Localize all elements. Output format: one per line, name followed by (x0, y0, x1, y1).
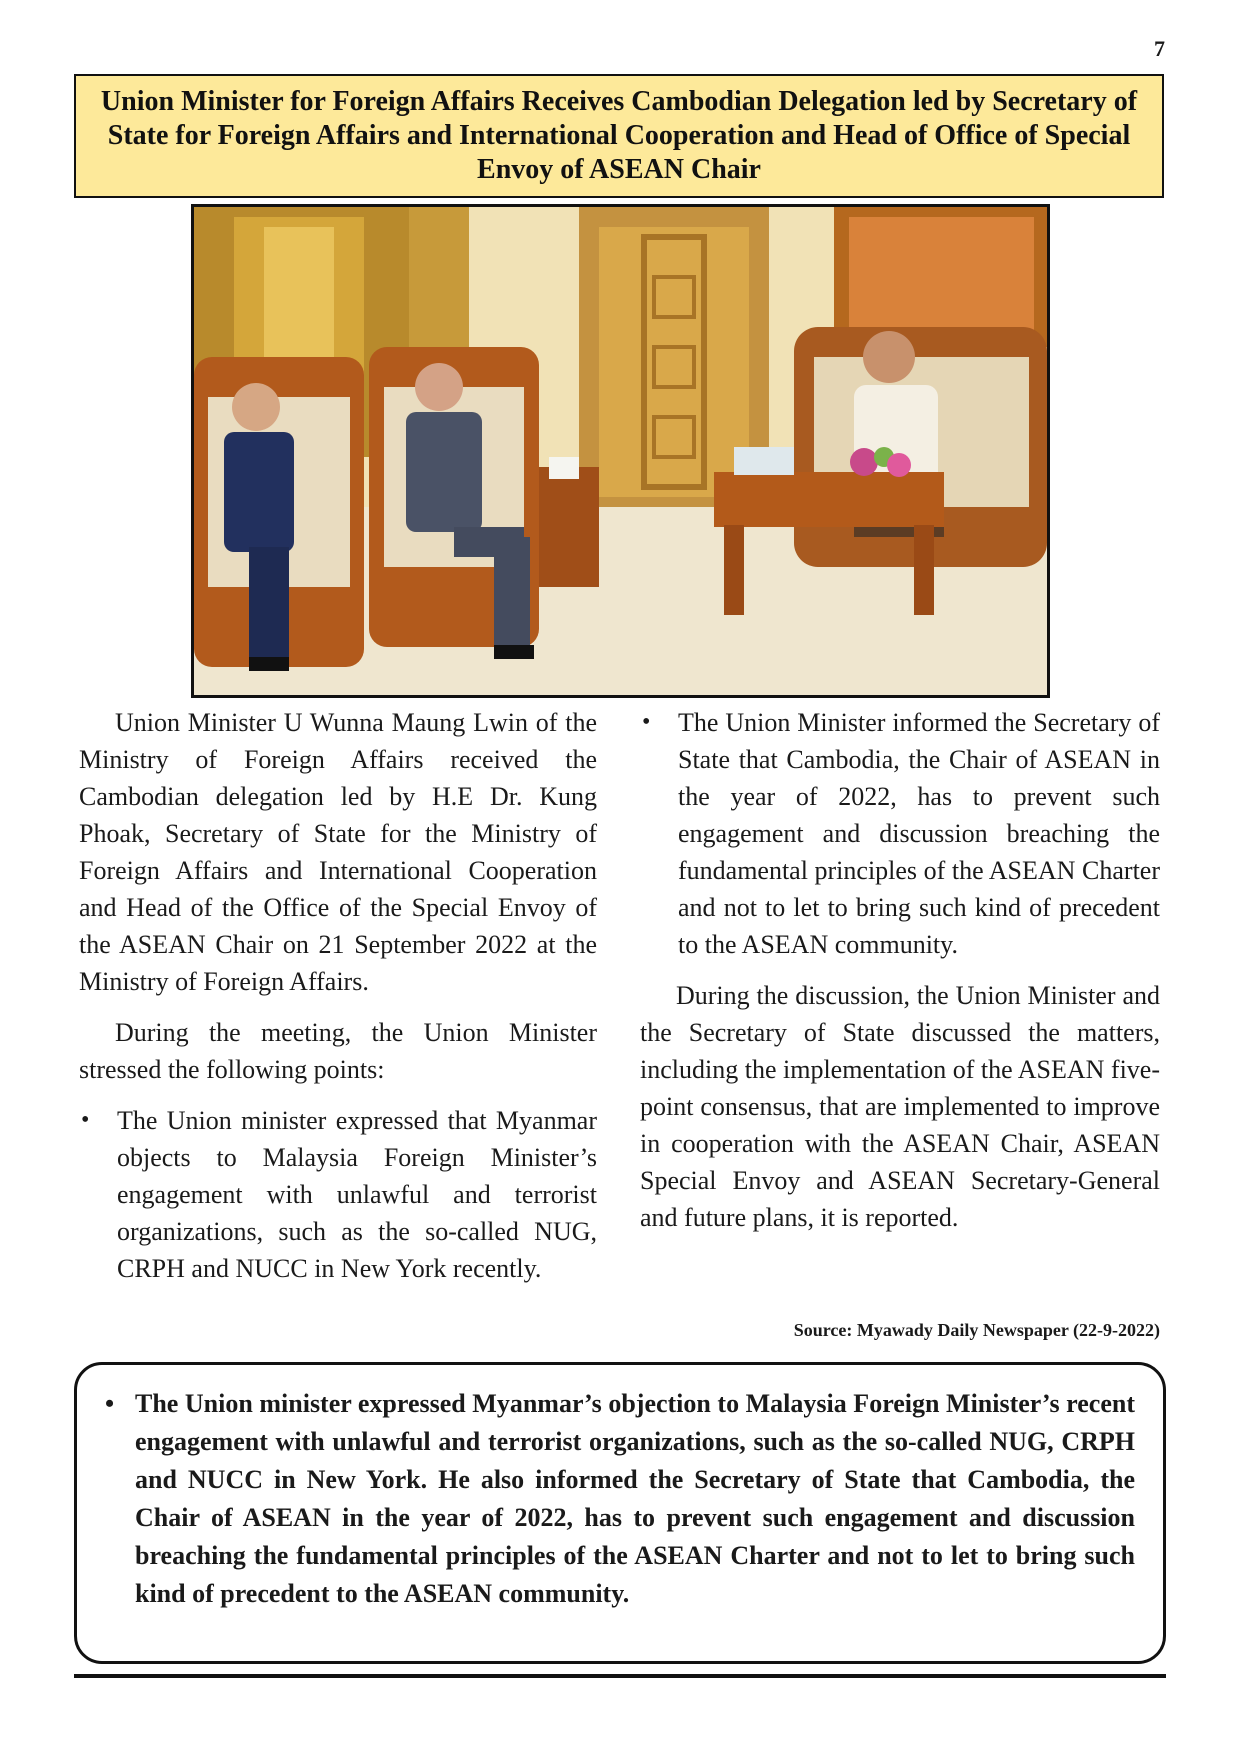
page-number: 7 (1154, 36, 1165, 61)
meeting-photo-illustration (194, 207, 1047, 695)
headline-box (74, 74, 1164, 198)
summary-box (74, 1362, 1166, 1664)
meeting-photo (191, 204, 1050, 698)
source-credit: Source: Myawady Daily Newspaper (22-9-2022) (793, 1320, 1160, 1340)
headline: Union Minister for Foreign Affairs Receives Cambodian Delegation led by Secretary of State for Foreign Affairs and International Cooperation and Head of Office of Special Envoy of ASEAN Chair (100, 86, 1138, 185)
footer-rule (74, 1674, 1166, 1678)
meeting-paragraph: During the meeting, the Union Minister stressed the following points: (79, 1018, 597, 1084)
bullet-point-2: • The Union Minister informed the Secretary of State that Cambodia, the Chair of ASEAN in the year of 2022, has to prevent such engagement and discussion breaching the fundamental principles of the ASEAN Charter and not to let to bring such kind of precedent to the ASEAN community. (640, 704, 1160, 963)
left-column (79, 704, 597, 1287)
intro-paragraph: Union Minister U Wunna Maung Lwin of the Ministry of Foreign Affairs received the Cambodian delegation led by H.E Dr. Kung Phoak, Secretary of State for the Ministry of Foreign Affairs and International Cooperation and Head of the Office of the Special Envoy of the ASEAN Chair on 21 September 2022 at the Ministry of Foreign Affairs. (79, 708, 597, 996)
discussion-paragraph: During the discussion, the Union Minister and the Secretary of State discussed the matters, including the implementation of the ASEAN five-point consensus, that are implemented to improve in cooperation with the ASEAN Chair, ASEAN Special Envoy and ASEAN Secretary-General and future plans, it is reported. (640, 981, 1160, 1232)
bullet-point-1: • The Union minister expressed that Myanmar objects to Malaysia Foreign Minister’s engagement with unlawful and terrorist organizations, such as the so-called NUG, CRPH and NUCC in New York recently. (79, 1102, 597, 1287)
right-column (640, 704, 1160, 1236)
summary-bullet: • The Union minister expressed Myanmar’s objection to Malaysia Foreign Minister’s recent engagement with unlawful and terrorist organizations, such as the so-called NUG, CRPH and NUCC in New York. He also informed the Secretary of State that Cambodia, the Chair of ASEAN in the year of 2022, has to prevent such engagement and discussion breaching the fundamental principles of the ASEAN Charter and not to let to bring such kind of precedent to the ASEAN community. (105, 1385, 1135, 1613)
